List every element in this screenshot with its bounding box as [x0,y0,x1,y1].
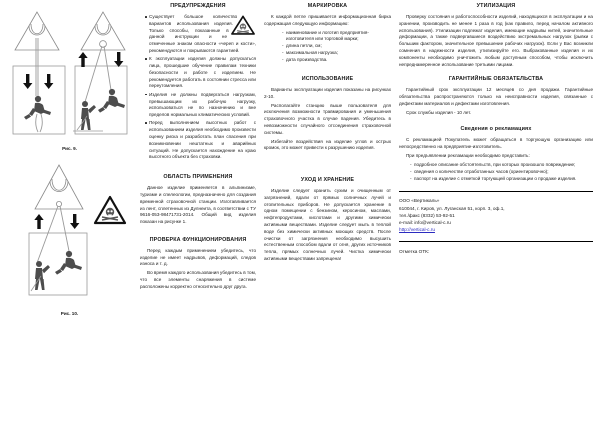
footer-divider [399,191,593,192]
warning-item [145,120,256,161]
marking-column [260,4,395,418]
section-disposal [399,4,593,68]
scope-paragraph: Данное изделие применяется в альпинизме, туризме и спелеологии, предназначено для создания временной страховочной станции. Изготавливается из лент, сплетенных из Дулнеита, в соответствии с ТУ 9616-053-98471731-2014. Общий вид изделия показан на рисунке 1. [140,185,256,225]
marking-list [264,30,391,64]
marking-list-item: - максимальная нагрузка; [282,50,391,57]
claims-paragraph: При предъявлении рекламации необходимо представить: [406,152,530,158]
arrow-up [78,52,87,67]
disposal-title: УТИЛИЗАЦИЯ [476,3,516,9]
warnings-column [136,4,260,418]
section-claims [399,127,593,182]
figure-9 [7,4,132,151]
function-check-title: ПРОВЕРКА ФУНКЦИОНИРОВАНИЯ [149,236,247,243]
company-name: ООО «Вертикаль» [399,198,440,204]
marking-title: МАРКИРОВКА [307,3,348,9]
warning-text: Перед выполнением высотных работ с использованием изделия необходимо произвести оценку риска и разработать план спасения при возникновении нештатных и аварийных ситуаций. Не допускается нахождение на краю высотного объекта без страховки. [149,120,256,160]
function-check-paragraph: Во время каждого использования убедитесь в том, что все элементы снаряжения в системе расположены корректно относительно друг друга. [140,270,257,289]
section-warranty [399,77,593,116]
warranty-paragraph: Срок службы изделия - 10 лет. [406,109,472,115]
company-email: e-mail: info@vertical-c.ru [399,219,451,225]
claims-paragraph: С рекламацией Покупатель может обращаться в торгующую организацию или непосредственно на предприятие-изготовитель. [399,137,593,150]
figure-10-illustration [7,159,133,309]
company-website-link[interactable]: http://vertical-c.ru [399,227,435,232]
claims-title: Сведения о рекламациях [460,126,532,133]
standing-belayer-silhouette [35,261,50,290]
usage-paragraph: Располагайте станцию выше пользователя для исключения возможности травмирования и уменьшения страховочного участка в случае падения. Убедитесь в невозможности случайного отсоединения страховочной системы. [264,102,391,135]
usage-title: ИСПОЛЬЗОВАНИЕ [301,75,354,82]
arrow-down [114,52,123,67]
scope-title: ОБЛАСТЬ ПРИМЕНЕНИЯ [163,174,233,181]
warning-text: Изделия не должны подвергаться нагрузкам, превышающим их рабочую нагрузку, использоваться не по назначению и вне пределов нормальных климатических условий. [149,91,256,118]
disposal-column [395,4,597,418]
disposal-paragraph: Проверку состояния и работоспособности изделий, находящихся в эксплуатации и на хранении, производить не менее 1 раза в год (как правило, перед началом активного использования). Утилизации подлежат изделия, имеющие надрывы нитей, значительные деформации, а также подвергавшиеся воздействию экстремальных нагрузок (рывки с большим фактором, значительное превышение рабочих нагрузок). Если у Вас возникли сомнения в надежности изделия, утилизируйте его. Выбракованные изделия и их компоненты необходимо уничтожить любым доступным способом, чтобы исключить непреднамеренное использование третьими лицами. [399,13,593,67]
qc-divider [399,241,593,242]
marking-list-item: - длина петли, см; [282,43,391,50]
section-care-storage [264,178,391,263]
section-scope [140,175,256,226]
marking-list-item: - наименование и логотип предприятия-изготовителя или торговой марки; [282,30,391,44]
usage-paragraph: Избегайте воздействия на изделие углов и острых кромок, это может привести к разрушению изделия. [264,138,391,151]
section-usage [264,77,391,152]
claims-list [399,162,593,183]
company-footer [399,197,593,233]
skull-and-bones-warning-icon [95,197,125,223]
company-phone: тел./факс (8332) 53-92-51 [399,212,455,218]
company-address: 610044, г. Киров, ул. Луганская 51, корп. 3, оф.1, [399,205,505,211]
warnings-list [140,14,256,161]
function-check-paragraph: Перед каждым применением убедитесь, что изделие не имеет надрывов, деформаций, следов износа и т. д. [140,247,256,267]
warning-item [145,92,256,119]
figure-10-caption: Рис. 10. [60,311,79,316]
care-storage-title: УХОД И ХРАНЕНИЕ [300,177,355,184]
claims-list-item: - сведения о количестве отработанных часов (ориентировочно); [410,169,593,176]
seated-climber-silhouette [98,89,125,113]
warranty-paragraph: Гарантийный срок эксплуатации 12 месяцев со дня продажи. Гарантийные обязательства распространяются только на неисправности изделия, связанные с дефектами материалов и дефектами изготовления. [399,87,593,106]
section-function-check [140,238,256,291]
usage-paragraph: Варианты эксплуатации изделия показаны на рисунках 2-10. [264,86,391,99]
warning-item [145,56,256,90]
figures-column [3,4,136,418]
seated-climber-silhouette [24,96,51,120]
warranty-title: ГАРАНТИЙНЫЕ ОБЯЗАТЕЛЬСТВА [448,76,544,83]
figure-9-illustration [7,4,133,144]
marking-list-item: - дата производства. [282,57,391,64]
seated-climber-silhouette [55,251,82,275]
figure-10 [7,159,132,316]
claims-list-item: - подробное описание обстоятельств, при которых произошло повреждение; [410,162,593,169]
warning-text: К эксплуатации изделия должны допускаться лица, прошедшие обучение правилам техники безопасности и работе с изделием. Не рекомендуется работать в состоянии стресса или переутомления. [149,56,256,89]
marking-paragraph: К каждой петле пришивается информационная бирка содержащая следующую информацию: [264,13,391,26]
arrow-down [70,214,79,229]
section-marking [264,4,391,64]
warning-item [145,14,256,55]
figure-9-caption: Рис. 9. [62,146,77,151]
claims-list-item: - паспорт на изделие с отметкой торгующей организации о продаже изделия. [410,176,593,183]
qc-stamp-label: Отметка ОТК: [399,249,430,255]
arrow-up [34,214,43,229]
section-warnings [140,4,256,161]
standing-belayer-silhouette [81,101,96,130]
warning-text: Существует большое количество вариантов использования изделия. Только способы, показанные в данной инструкции и не отмеченные знаком опасности «череп и кости», рекомендуются и покрываются гарантией. [149,13,256,53]
care-storage-paragraph: Изделие следует хранить сухим и очищенным от загрязнений, вдали от прямых солнечных лучей и отопительных приборов. Не допускается хранение в одном помещении с бензином, керосином, маслами, нефтепродуктами, кислотами и другими химически активными веществами. Изделие следует мыть в теплой воде без химически активных моющих средств. После очистки от загрязнения необходимо высушить естественным способом вдали от огня, других источников тепла, прямых солнечных лучей. Чистка химически активными веществами запрещена! [264,188,391,261]
warnings-title: ПРЕДУПРЕЖДЕНИЯ [170,3,226,9]
